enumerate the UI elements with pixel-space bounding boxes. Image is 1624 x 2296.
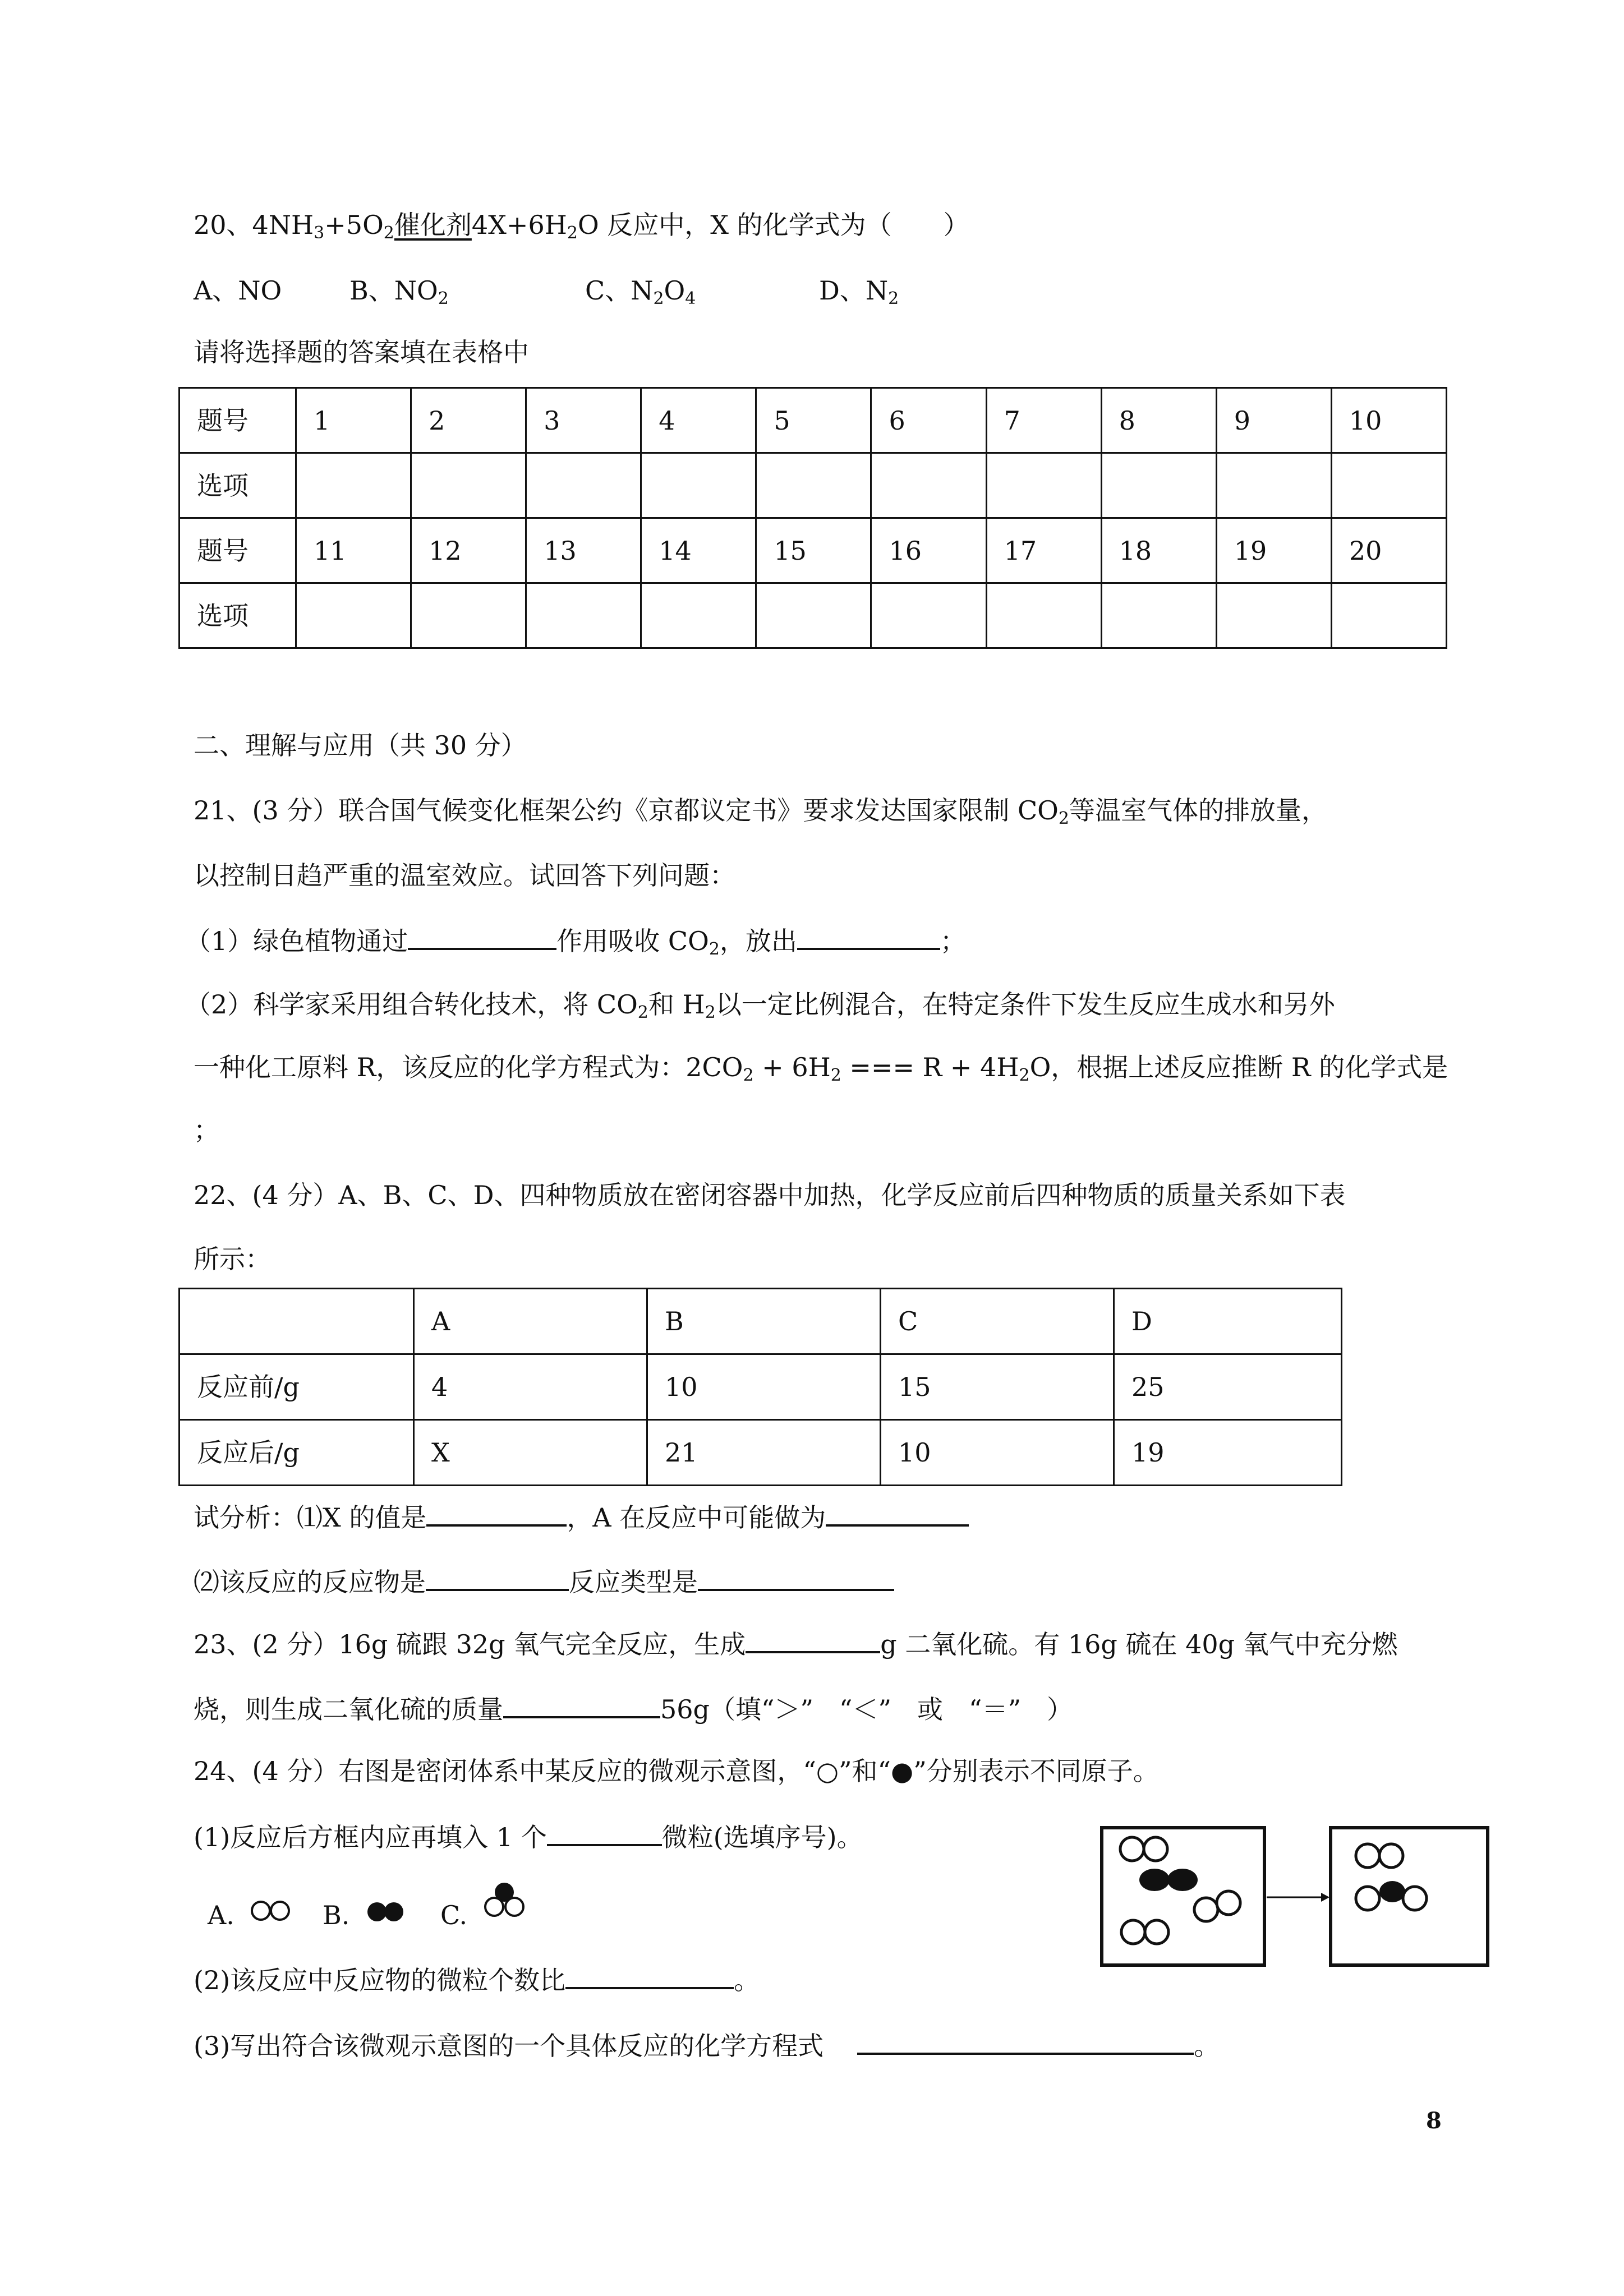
mass-cell: 21 bbox=[647, 1420, 881, 1486]
q20-stem: 20、$4NH_3+5O_2$催化剂$4X+6H_2O$ 反应中，X 的化学式为（ ） bbox=[194, 210, 969, 243]
choice-a-label: A. bbox=[208, 1900, 234, 1930]
answer-input-cell[interactable] bbox=[1101, 453, 1216, 518]
answer-cell: 20 bbox=[1331, 518, 1446, 583]
option-a: A、NO bbox=[194, 275, 282, 306]
mass-table bbox=[178, 1288, 1342, 1486]
mass-row-label: 反应后/g bbox=[180, 1420, 414, 1486]
answer-cell: 4 bbox=[641, 388, 756, 453]
answer-cell: 10 bbox=[1331, 388, 1446, 453]
answer-blank[interactable] bbox=[746, 1630, 880, 1653]
answer-cell: 3 bbox=[526, 388, 641, 453]
answer-cell: 15 bbox=[756, 518, 871, 583]
answer-cell: 13 bbox=[526, 518, 641, 583]
answer-input-cell[interactable] bbox=[296, 453, 411, 518]
answer-blank[interactable] bbox=[503, 1695, 660, 1718]
answer-blank[interactable] bbox=[797, 926, 940, 950]
q22-line2: 所示： bbox=[194, 1244, 271, 1274]
catalyst-label: 催化剂 bbox=[394, 210, 472, 240]
answer-blank[interactable] bbox=[826, 1503, 969, 1527]
answer-table bbox=[178, 387, 1447, 649]
q24-part3: (3)写出符合该微观示意图的一个具体反应的化学方程式 。 bbox=[194, 2031, 1220, 2061]
answer-input-cell[interactable] bbox=[756, 453, 871, 518]
mass-header-cell bbox=[180, 1289, 414, 1354]
answer-input-cell[interactable] bbox=[411, 583, 526, 648]
q21-part2-end: ； bbox=[194, 1115, 219, 1145]
mass-cell: 25 bbox=[1114, 1354, 1342, 1420]
mass-cell: 10 bbox=[881, 1420, 1114, 1486]
molecule-two-black-icon bbox=[365, 1897, 415, 1925]
answer-input-cell[interactable] bbox=[1101, 583, 1216, 648]
mass-row-label: 反应前/g bbox=[180, 1354, 414, 1420]
answer-input-cell[interactable] bbox=[526, 583, 641, 648]
q21-part2-eq: 一种化工原料 R，该反应的化学方程式为：$2CO_2 + 6H_2$ === $R + 4H_2O$，根据上述反应推断 R 的化学式是 bbox=[194, 1052, 1448, 1085]
page-number: 8 bbox=[1426, 2108, 1442, 2134]
mass-header-cell: A bbox=[414, 1289, 647, 1354]
q23-line1: 23、(2 分）16g 硫跟 32g 氧气完全反应，生成 g 二氧化硫。有 16g 硫在 40g 氧气中充分燃 bbox=[194, 1629, 1398, 1659]
q23-line2: 烧，则生成二氧化硫的质量 56g（填“＞” “＜” 或 “＝” ） bbox=[194, 1694, 1073, 1725]
answer-blank[interactable] bbox=[857, 2031, 1194, 2055]
q24-line1: 24、(4 分）右图是密闭体系中某反应的微观示意图，“○”和“●”分别表示不同原子。 bbox=[194, 1756, 1159, 1786]
molecule-black-two-white-icon bbox=[480, 1880, 536, 1925]
mass-header-cell: B bbox=[647, 1289, 881, 1354]
answer-blank[interactable] bbox=[565, 1966, 734, 1989]
mass-cell: 15 bbox=[881, 1354, 1114, 1420]
answer-cell: 17 bbox=[986, 518, 1101, 583]
q22-analysis1: 试分析：⑴X 的值是 ，A 在反应中可能做为 bbox=[194, 1503, 969, 1530]
q24-part2: (2)该反应中反应物的微粒个数比 。 bbox=[194, 1965, 760, 1995]
answer-input-cell[interactable] bbox=[1216, 453, 1331, 518]
row-header: 题号 bbox=[180, 518, 296, 583]
answer-cell: 5 bbox=[756, 388, 871, 453]
mass-cell: 19 bbox=[1114, 1420, 1342, 1486]
q22-analysis2: ⑵该反应的反应物是 反应类型是 bbox=[194, 1567, 894, 1595]
choice-c-label: C. bbox=[440, 1900, 468, 1930]
molecule-two-white-icon bbox=[250, 1897, 300, 1925]
option-d: D、$N_2$ bbox=[819, 275, 899, 308]
option-c: C、$N_2O_4$ bbox=[585, 275, 696, 308]
answer-blank[interactable] bbox=[698, 1567, 894, 1591]
answer-cell: 12 bbox=[411, 518, 526, 583]
answer-cell: 8 bbox=[1101, 388, 1216, 453]
answer-note: 请将选择题的答案填在表格中 bbox=[194, 337, 529, 367]
answer-cell: 11 bbox=[296, 518, 411, 583]
answer-cell: 14 bbox=[641, 518, 756, 583]
answer-input-cell[interactable] bbox=[1216, 583, 1331, 648]
answer-input-cell[interactable] bbox=[986, 583, 1101, 648]
answer-cell: 9 bbox=[1216, 388, 1331, 453]
answer-input-cell[interactable] bbox=[641, 453, 756, 518]
mass-cell: 10 bbox=[647, 1354, 881, 1420]
q22-line1: 22、(4 分）A、B、C、D、四种物质放在密闭容器中加热，化学反应前后四种物质的质量关系如下表 bbox=[194, 1180, 1346, 1210]
answer-blank[interactable] bbox=[408, 926, 556, 950]
q21-part2: （2）科学家采用组合转化技术，将 $CO_2$和 $H_2$以一定比例混合，在特定条件下发生反应生成水和另外 bbox=[185, 989, 1335, 1022]
q24-part1: (1)反应后方框内应再填入 1 个 微粒(选填序号)。 bbox=[194, 1822, 863, 1852]
answer-cell: 7 bbox=[986, 388, 1101, 453]
mass-cell: 4 bbox=[414, 1354, 647, 1420]
choice-b-label: B. bbox=[323, 1900, 350, 1930]
answer-cell: 18 bbox=[1101, 518, 1216, 583]
answer-input-cell[interactable] bbox=[296, 583, 411, 648]
row-header: 选项 bbox=[180, 583, 296, 648]
mass-header-cell: D bbox=[1114, 1289, 1342, 1354]
q21-line2: 以控制日趋严重的温室效应。试回答下列问题： bbox=[194, 860, 735, 891]
answer-input-cell[interactable] bbox=[871, 453, 986, 518]
answer-cell: 16 bbox=[871, 518, 986, 583]
answer-input-cell[interactable] bbox=[411, 453, 526, 518]
reaction-micro-diagram bbox=[1099, 1825, 1492, 1971]
answer-input-cell[interactable] bbox=[756, 583, 871, 648]
option-b: B、$NO_2$ bbox=[349, 275, 449, 308]
mass-header-cell: C bbox=[881, 1289, 1114, 1354]
mass-cell: X bbox=[414, 1420, 647, 1486]
answer-cell: 19 bbox=[1216, 518, 1331, 583]
answer-cell: 2 bbox=[411, 388, 526, 453]
answer-input-cell[interactable] bbox=[1331, 453, 1446, 518]
answer-blank[interactable] bbox=[426, 1503, 567, 1527]
answer-blank[interactable] bbox=[426, 1567, 569, 1591]
section2-title: 二、理解与应用（共 30 分） bbox=[194, 730, 527, 760]
answer-input-cell[interactable] bbox=[871, 583, 986, 648]
answer-input-cell[interactable] bbox=[641, 583, 756, 648]
answer-cell: 6 bbox=[871, 388, 986, 453]
q21-part1: （1）绿色植物通过 作用吸收 $CO_2$，放出 ； bbox=[185, 926, 966, 959]
row-header: 选项 bbox=[180, 453, 296, 518]
answer-blank[interactable] bbox=[547, 1823, 662, 1846]
answer-input-cell[interactable] bbox=[526, 453, 641, 518]
answer-input-cell[interactable] bbox=[986, 453, 1101, 518]
q21-line1: 21、(3 分）联合国气候变化框架公约《京都议定书》要求发达国家限制 $CO_2$等温室气体的排放量， bbox=[194, 795, 1327, 828]
answer-input-cell[interactable] bbox=[1331, 583, 1446, 648]
row-header: 题号 bbox=[180, 388, 296, 453]
answer-cell: 1 bbox=[296, 388, 411, 453]
